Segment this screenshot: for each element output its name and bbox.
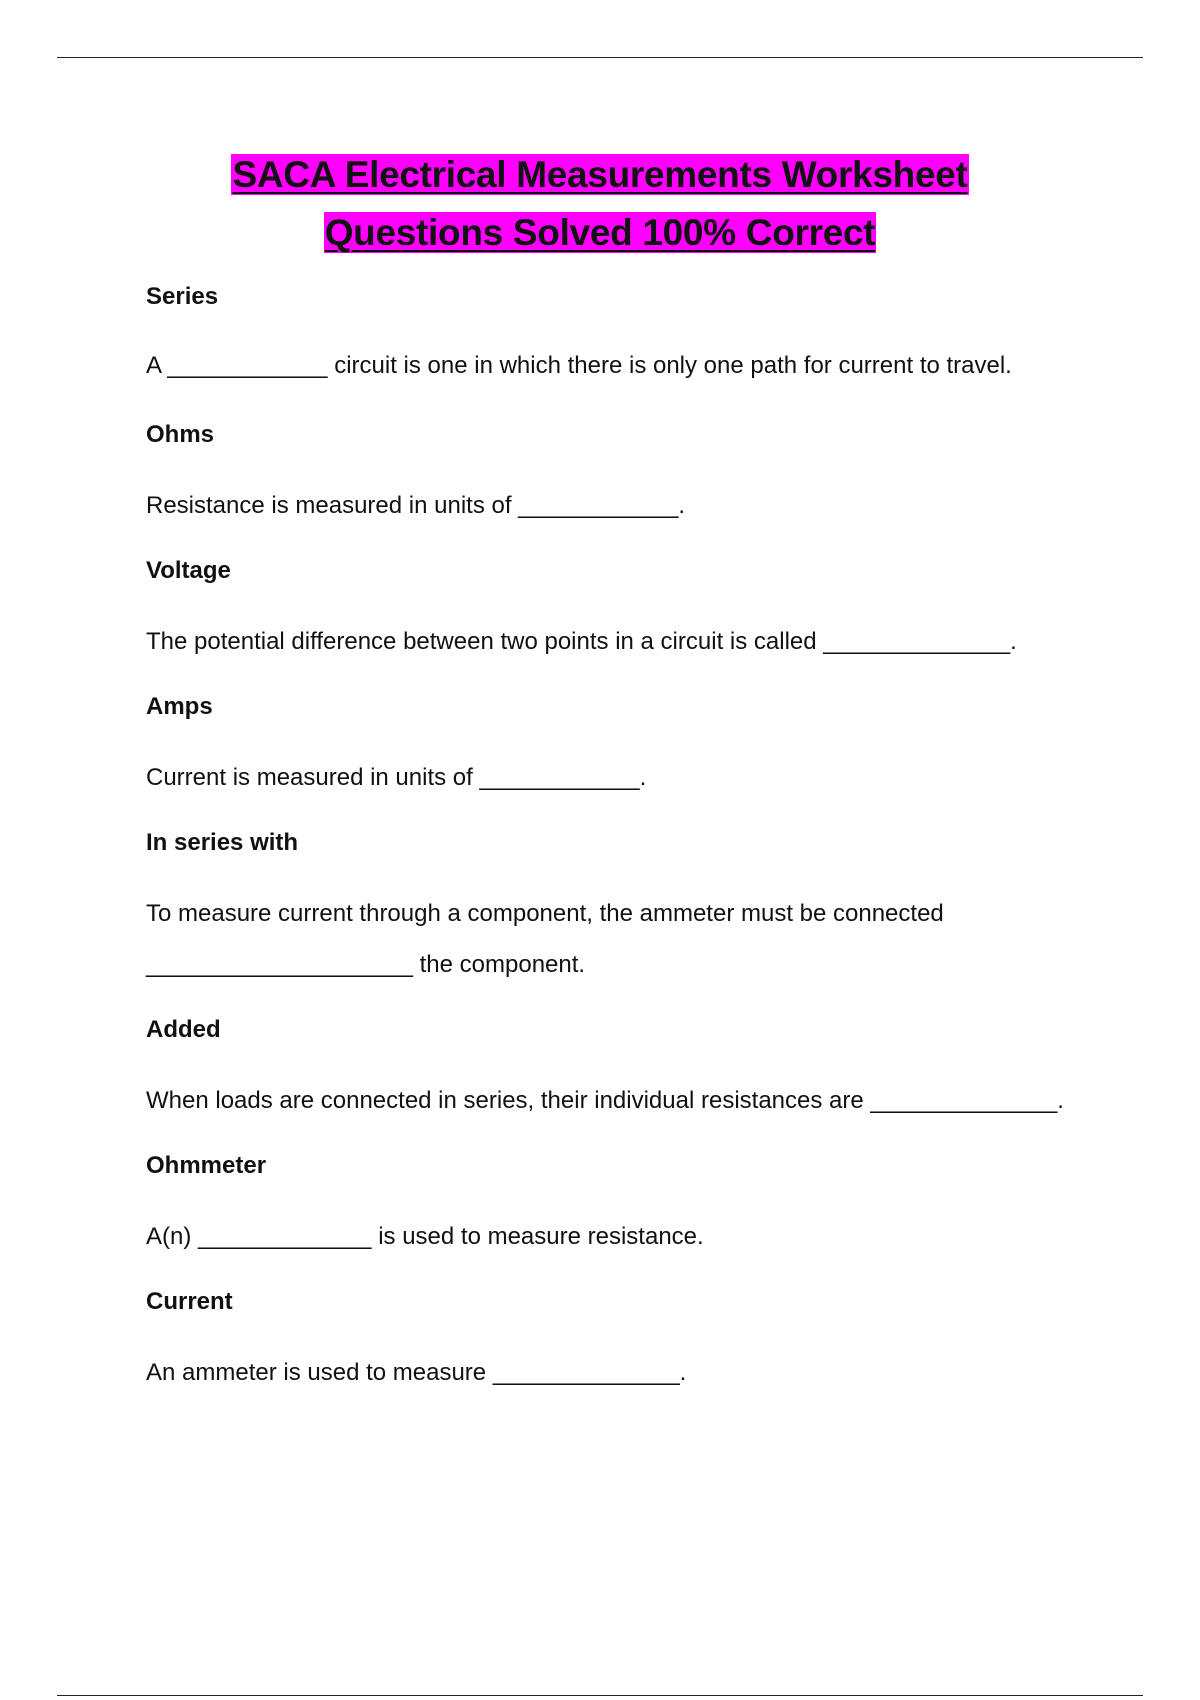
answer-in-series-with: In series with: [146, 829, 299, 856]
answer-voltage: Voltage: [146, 557, 231, 584]
answer-added: Added: [146, 1016, 221, 1043]
document-title: [0, 146, 1200, 262]
question-amps: Current is measured in units of ____________.: [146, 764, 647, 791]
question-voltage: The potential difference between two points in a circuit is called ______________.: [146, 628, 1017, 655]
question-current: An ammeter is used to measure ______________.: [146, 1359, 687, 1386]
worksheet-body: [146, 274, 1106, 1415]
top-rule: [57, 57, 1143, 58]
question-added: When loads are connected in series, their individual resistances are ______________.: [146, 1087, 1064, 1114]
question-series: A ____________ circuit is one in which there is only one path for current to travel.: [146, 352, 1012, 379]
answer-series: Series: [146, 283, 219, 310]
answer-ohmmeter: Ohmmeter: [146, 1152, 267, 1179]
answer-ohms: Ohms: [146, 421, 215, 448]
question-ohmmeter: A(n) _____________ is used to measure resistance.: [146, 1223, 704, 1250]
answer-amps: Amps: [146, 693, 213, 720]
question-ohms: Resistance is measured in units of ____________.: [146, 492, 686, 519]
answer-current: Current: [146, 1288, 233, 1315]
question-in-series-with: To measure current through a component, the ammeter must be connected ____________________ the component.: [146, 900, 944, 978]
bottom-rule: [57, 1695, 1143, 1696]
title-line-2: Questions Solved 100% Correct: [324, 212, 876, 253]
title-line-1: SACA Electrical Measurements Worksheet: [232, 154, 968, 195]
